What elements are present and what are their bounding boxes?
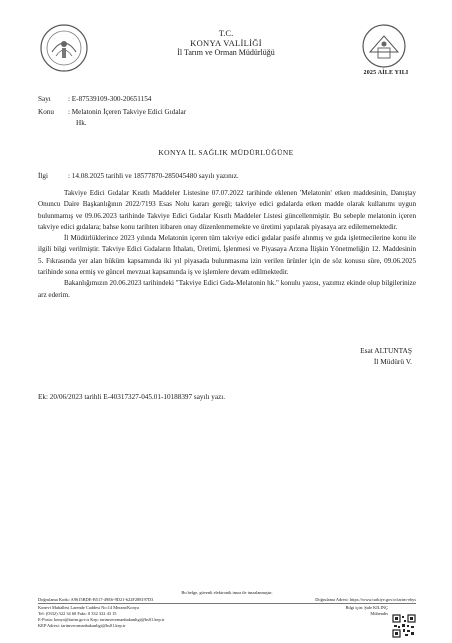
signature-name: Esat ALTUNTAŞ	[360, 346, 412, 355]
header-tc: T.C.	[218, 28, 234, 38]
footer-address: Konevi Mahallesi Larende Caddesi No:14 Meram/Konya	[38, 605, 139, 610]
family-year-logo-icon	[358, 22, 410, 70]
qr-code-icon	[392, 614, 416, 638]
body-paragraph-3: Bakanlığımızın 20.06.2023 tarihindeki "Takviye Edici Gıda-Melatonin hk." konulu yazısı, yazımız ekinde olup bilgilerinize arz ederim.	[38, 279, 416, 299]
footer-phone-row	[38, 611, 388, 617]
footer-kep[interactable]: KEP Adresi: tarimveormanbakanligi@hs01.kep.tr	[38, 623, 126, 628]
footer-info: Bilgi için: Şule KILINÇ	[345, 605, 388, 610]
footer-phone: Tel: (0332) 322 34 60 Faks: 0 332 322 43 15	[38, 611, 117, 616]
ilgi-value: : 14.08.2025 tarihli ve 18577870-285045480 sayılı yazınız.	[68, 172, 239, 180]
ilgi-label: İlgi	[38, 172, 48, 180]
signature-title: İl Müdürü V.	[373, 357, 412, 366]
header-governorship: KONYA VALİLİĞİ	[190, 38, 262, 48]
footer-position: Mühendis	[370, 611, 388, 616]
sayi-row	[38, 95, 151, 103]
footer-address-row	[38, 605, 388, 611]
konu-row	[38, 108, 186, 116]
body-paragraph-2: İl Müdürlüklerince 2023 yılında Melatonin içeren tüm takviye edici gıdalar pasife alınmış ve gıda işletmecilerine konu ile ilgili bilgi verilmiştir. Takviye Edici Gıdaların İthalatı, Üretimi, İşlenmesi ve Piyasaya Arzına İlişkin Yönetmeliğin 12. Maddesinin 5. Fıkrasında yer alan hüküm kapsamında iki yıl piyasada bulunmasına izin verilen ürünler için de söz konusu süre, 09.06.2025 tarihinde sona ermiş ve güncel mevzuat kapsamında iş ve işlemlere devam edilmektedir.	[38, 234, 416, 277]
footer-divider	[38, 603, 416, 604]
attachment-line: Ek: 20/06/2023 tarihli E-40317327-045.01-10188397 sayılı yazı.	[38, 393, 226, 401]
verification-address[interactable]: Doğrulama Adresi: https://www.turkiye.gov.tr/tarim-ebys	[315, 597, 416, 602]
family-year-caption: 2025 AİLE YILI	[363, 70, 409, 76]
sayi-label: Sayı	[38, 95, 51, 103]
body-paragraph-1: Takviye Edici Gıdalar Kısıtlı Maddeler Listesine 07.07.2022 tarihinde eklenen 'Melatonin' etken maddesinin, Danıştay Onuncu Daire Başkanlığının 2022/7193 Esas Nolu kararı gereği; takviye edici gıdalarda etken madde olarak kullanımı uygun bulunmamış ve 09.06.2023 tarihinde Takviye Edici Gıdalar Kısıtlı Maddeler Listesi güncellenmiştir. Bu sebeple melatonin içeren takviye edici gıdalara; bahse konu tarihten itibaren onay düzenlenmemekte ve üretimi yapılarak piyasaya arz edilememektedir.	[38, 189, 416, 231]
konu-value-line2: Hk.	[76, 119, 87, 127]
body	[38, 188, 416, 301]
sayi-value: : E-87539109-300-20651154	[68, 95, 152, 103]
footer-verification	[38, 597, 416, 603]
ilgi-row	[38, 172, 239, 180]
konu-value: : Melatonin İçeren Takviye Edici Gıdalar	[68, 108, 187, 116]
recipient: KONYA İL SAĞLIK MÜDÜRLÜĞÜNE	[158, 148, 294, 157]
footer-email[interactable]: E-Posta: konya@tarim.gov.tr Kep: tarimveormanbakanligi@hs01.kep.tr	[38, 617, 165, 622]
verification-code: Doğrulama Kodu: A9615BDE-B517-49E6-9D21-622F288197D3	[38, 597, 154, 602]
footer-notice: Bu belge, güvenli elektronik imza ile imzalanmıştır.	[181, 590, 273, 595]
header-directorate: İl Tarım ve Orman Müdürlüğü	[177, 48, 275, 57]
konu-label: Konu	[38, 108, 54, 116]
